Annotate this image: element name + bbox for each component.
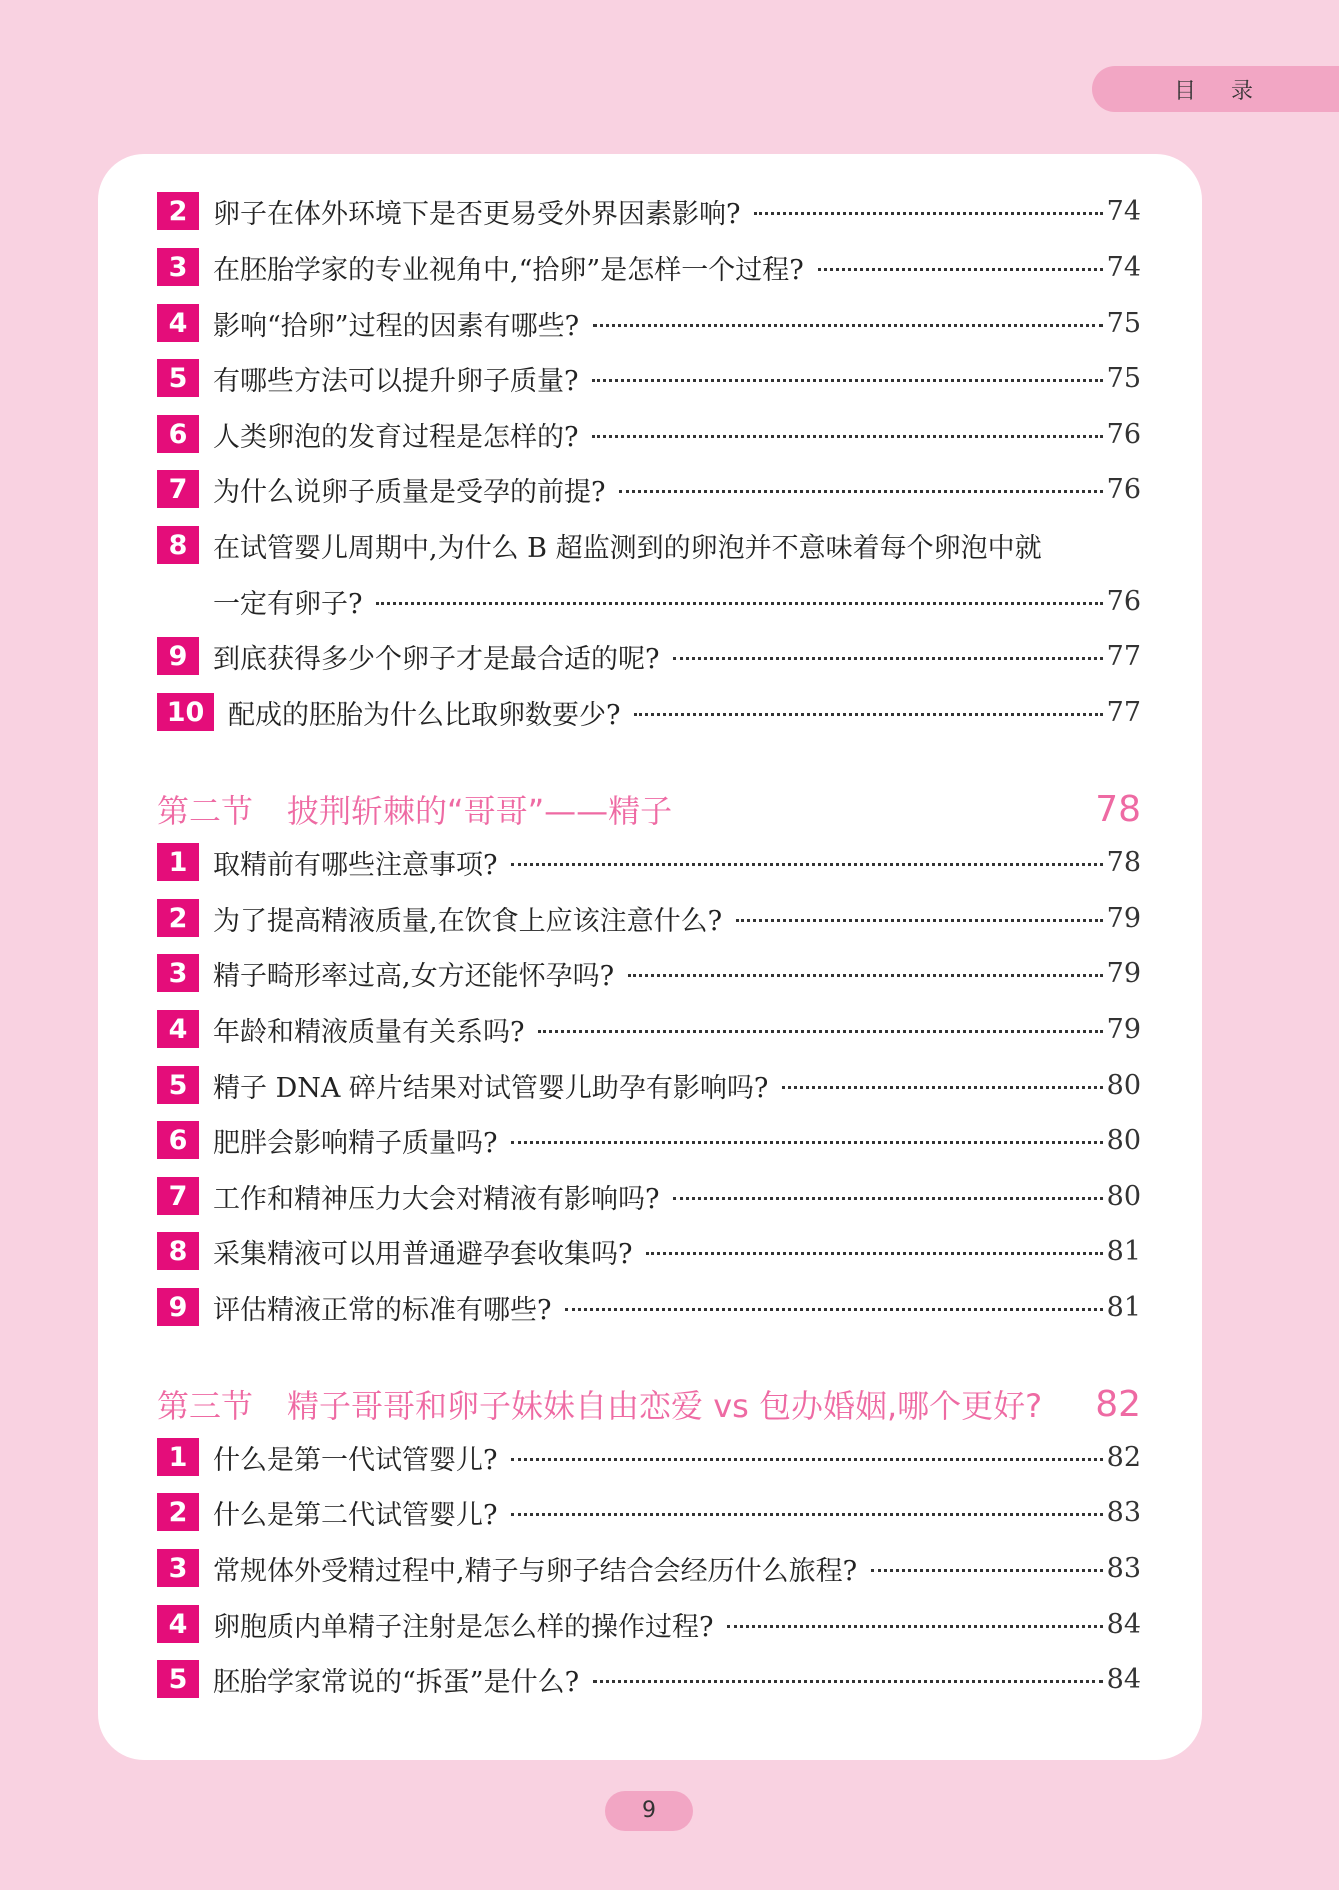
- leader-dots: [628, 974, 1103, 977]
- entry-title: 配成的胚胎为什么比取卵数要少?: [228, 699, 621, 731]
- toc-entry[interactable]: [157, 1657, 1141, 1701]
- entry-number: 2: [157, 899, 199, 937]
- entry-page: 75: [1106, 307, 1141, 339]
- section-label: 第二节: [157, 792, 254, 830]
- entry-number: 1: [157, 1438, 199, 1476]
- leader-dots: [592, 435, 1102, 438]
- section-title: 精子哥哥和卵子妹妹自由恋爱 vs 包办婚姻,哪个更好?: [287, 1387, 1043, 1425]
- entry-title: 取精前有哪些注意事项?: [213, 849, 498, 881]
- entry-title: 肥胖会影响精子质量吗?: [213, 1127, 498, 1159]
- toc-entry-continuation[interactable]: [157, 579, 1141, 623]
- leader-dots: [376, 602, 1102, 605]
- entry-title: 到底获得多少个卵子才是最合适的呢?: [213, 643, 660, 675]
- entry-page: 74: [1106, 251, 1141, 283]
- leader-dots: [538, 1030, 1102, 1033]
- entry-page: 80: [1106, 1124, 1141, 1156]
- leader-dots: [736, 919, 1103, 922]
- leader-dots: [619, 490, 1102, 493]
- leader-dots: [593, 324, 1103, 327]
- entry-number: 4: [157, 1010, 199, 1048]
- entry-number: 3: [157, 248, 199, 286]
- toc-entry[interactable]: [157, 523, 1141, 567]
- entry-number: 5: [157, 1660, 199, 1698]
- entry-page: 79: [1106, 1013, 1141, 1045]
- leader-dots: [511, 1513, 1102, 1516]
- entry-page: 81: [1106, 1291, 1141, 1323]
- entry-number: 2: [157, 1493, 199, 1531]
- entry-page: 79: [1106, 902, 1141, 934]
- entry-title: 人类卵泡的发育过程是怎样的?: [213, 421, 579, 453]
- entry-number: 3: [157, 954, 199, 992]
- entry-title: 卵子在体外环境下是否更易受外界因素影响?: [213, 198, 741, 230]
- entry-page: 76: [1106, 585, 1141, 617]
- entry-number: 4: [157, 1605, 199, 1643]
- toc-entry[interactable]: [157, 1229, 1141, 1273]
- toc-entry[interactable]: [157, 467, 1141, 511]
- leader-dots: [565, 1308, 1102, 1311]
- entry-page: 77: [1106, 696, 1141, 728]
- entry-page: 83: [1106, 1552, 1141, 1584]
- toc-entry[interactable]: [157, 245, 1141, 289]
- leader-dots: [673, 657, 1102, 660]
- entry-page: 75: [1106, 362, 1141, 394]
- section-page: 78: [1095, 788, 1141, 830]
- toc-entry[interactable]: [157, 356, 1141, 400]
- entry-title-continued: 一定有卵子?: [213, 588, 363, 620]
- entry-number: 8: [157, 526, 199, 564]
- toc-entry[interactable]: [157, 301, 1141, 345]
- entry-title: 年龄和精液质量有关系吗?: [213, 1016, 525, 1048]
- entry-page: 81: [1106, 1235, 1141, 1267]
- leader-dots: [727, 1625, 1102, 1628]
- toc-entry[interactable]: [157, 690, 1141, 734]
- entry-title: 胚胎学家常说的“拆蛋”是什么?: [213, 1666, 580, 1698]
- leader-dots: [673, 1197, 1102, 1200]
- toc-entry[interactable]: [157, 951, 1141, 995]
- entry-page: 77: [1106, 640, 1141, 672]
- leader-dots: [782, 1086, 1102, 1089]
- toc-header-tab: [1092, 66, 1339, 112]
- section-title: 披荆斩棘的“哥哥”——精子: [287, 792, 673, 830]
- section-heading[interactable]: [157, 1376, 1141, 1432]
- entry-number: 7: [157, 1177, 199, 1215]
- leader-dots: [754, 212, 1102, 215]
- entry-title: 什么是第二代试管婴儿?: [213, 1499, 498, 1531]
- entry-title: 精子 DNA 碎片结果对试管婴儿助孕有影响吗?: [213, 1072, 769, 1104]
- entry-page: 76: [1106, 418, 1141, 450]
- leader-dots: [634, 713, 1102, 716]
- entry-title: 卵胞质内单精子注射是怎么样的操作过程?: [213, 1611, 714, 1643]
- entry-title: 有哪些方法可以提升卵子质量?: [213, 365, 579, 397]
- entry-title: 为了提高精液质量,在饮食上应该注意什么?: [213, 905, 723, 937]
- entry-page: 82: [1106, 1441, 1141, 1473]
- entry-title: 在胚胎学家的专业视角中,“拾卵”是怎样一个过程?: [213, 254, 804, 286]
- leader-dots: [646, 1252, 1102, 1255]
- toc-entry[interactable]: [157, 1435, 1141, 1479]
- entry-number: 9: [157, 637, 199, 675]
- entry-number: 6: [157, 415, 199, 453]
- toc-entry[interactable]: [157, 1285, 1141, 1329]
- entry-number: 5: [157, 1066, 199, 1104]
- toc-entry[interactable]: [157, 1063, 1141, 1107]
- entry-title: 影响“拾卵”过程的因素有哪些?: [213, 310, 580, 342]
- toc-entry[interactable]: [157, 1174, 1141, 1218]
- leader-dots: [818, 268, 1103, 271]
- toc-entry[interactable]: [157, 1118, 1141, 1162]
- entry-page: 74: [1106, 195, 1141, 227]
- toc-entry[interactable]: [157, 1602, 1141, 1646]
- leader-dots: [511, 1141, 1102, 1144]
- leader-dots: [593, 1680, 1103, 1683]
- entry-title: 在试管婴儿周期中,为什么 B 超监测到的卵泡并不意味着每个卵泡中就: [213, 532, 1042, 564]
- entry-page: 80: [1106, 1069, 1141, 1101]
- entry-number: 6: [157, 1121, 199, 1159]
- entry-number: 8: [157, 1232, 199, 1270]
- entry-number: 1: [157, 843, 199, 881]
- entry-number: 3: [157, 1549, 199, 1587]
- entry-number: 9: [157, 1288, 199, 1326]
- toc-entry[interactable]: [157, 189, 1141, 233]
- leader-dots: [511, 863, 1102, 866]
- leader-dots: [871, 1569, 1103, 1572]
- entry-page: 76: [1106, 473, 1141, 505]
- entry-number: 7: [157, 470, 199, 508]
- entry-page: 79: [1106, 957, 1141, 989]
- entry-page: 83: [1106, 1496, 1141, 1528]
- entry-page: 80: [1106, 1180, 1141, 1212]
- entry-number: 4: [157, 304, 199, 342]
- entry-number: 2: [157, 192, 199, 230]
- toc-entry[interactable]: [157, 1490, 1141, 1534]
- entry-page: 84: [1106, 1608, 1141, 1640]
- toc-header-title: 目 录: [1174, 79, 1267, 104]
- toc-entry[interactable]: [157, 896, 1141, 940]
- section-page: 82: [1095, 1383, 1141, 1425]
- page-number: 9: [605, 1791, 693, 1831]
- section-heading[interactable]: [157, 781, 1141, 837]
- toc-entry[interactable]: [157, 840, 1141, 884]
- toc-entry[interactable]: [157, 1007, 1141, 1051]
- entry-title: 精子畸形率过高,女方还能怀孕吗?: [213, 960, 615, 992]
- entry-title: 评估精液正常的标准有哪些?: [213, 1294, 552, 1326]
- entry-number: 10: [157, 693, 214, 731]
- entry-title: 工作和精神压力大会对精液有影响吗?: [213, 1183, 660, 1215]
- entry-page: 84: [1106, 1663, 1141, 1695]
- entry-number: 5: [157, 359, 199, 397]
- toc-entry[interactable]: [157, 412, 1141, 456]
- entry-page: 78: [1106, 846, 1141, 878]
- entry-title: 采集精液可以用普通避孕套收集吗?: [213, 1238, 633, 1270]
- entry-title: 什么是第一代试管婴儿?: [213, 1444, 498, 1476]
- leader-dots: [511, 1458, 1102, 1461]
- entry-title: 常规体外受精过程中,精子与卵子结合会经历什么旅程?: [213, 1555, 858, 1587]
- entry-title: 为什么说卵子质量是受孕的前提?: [213, 476, 606, 508]
- leader-dots: [592, 379, 1102, 382]
- section-label: 第三节: [157, 1387, 254, 1425]
- toc-entry[interactable]: [157, 634, 1141, 678]
- toc-entry[interactable]: [157, 1546, 1141, 1590]
